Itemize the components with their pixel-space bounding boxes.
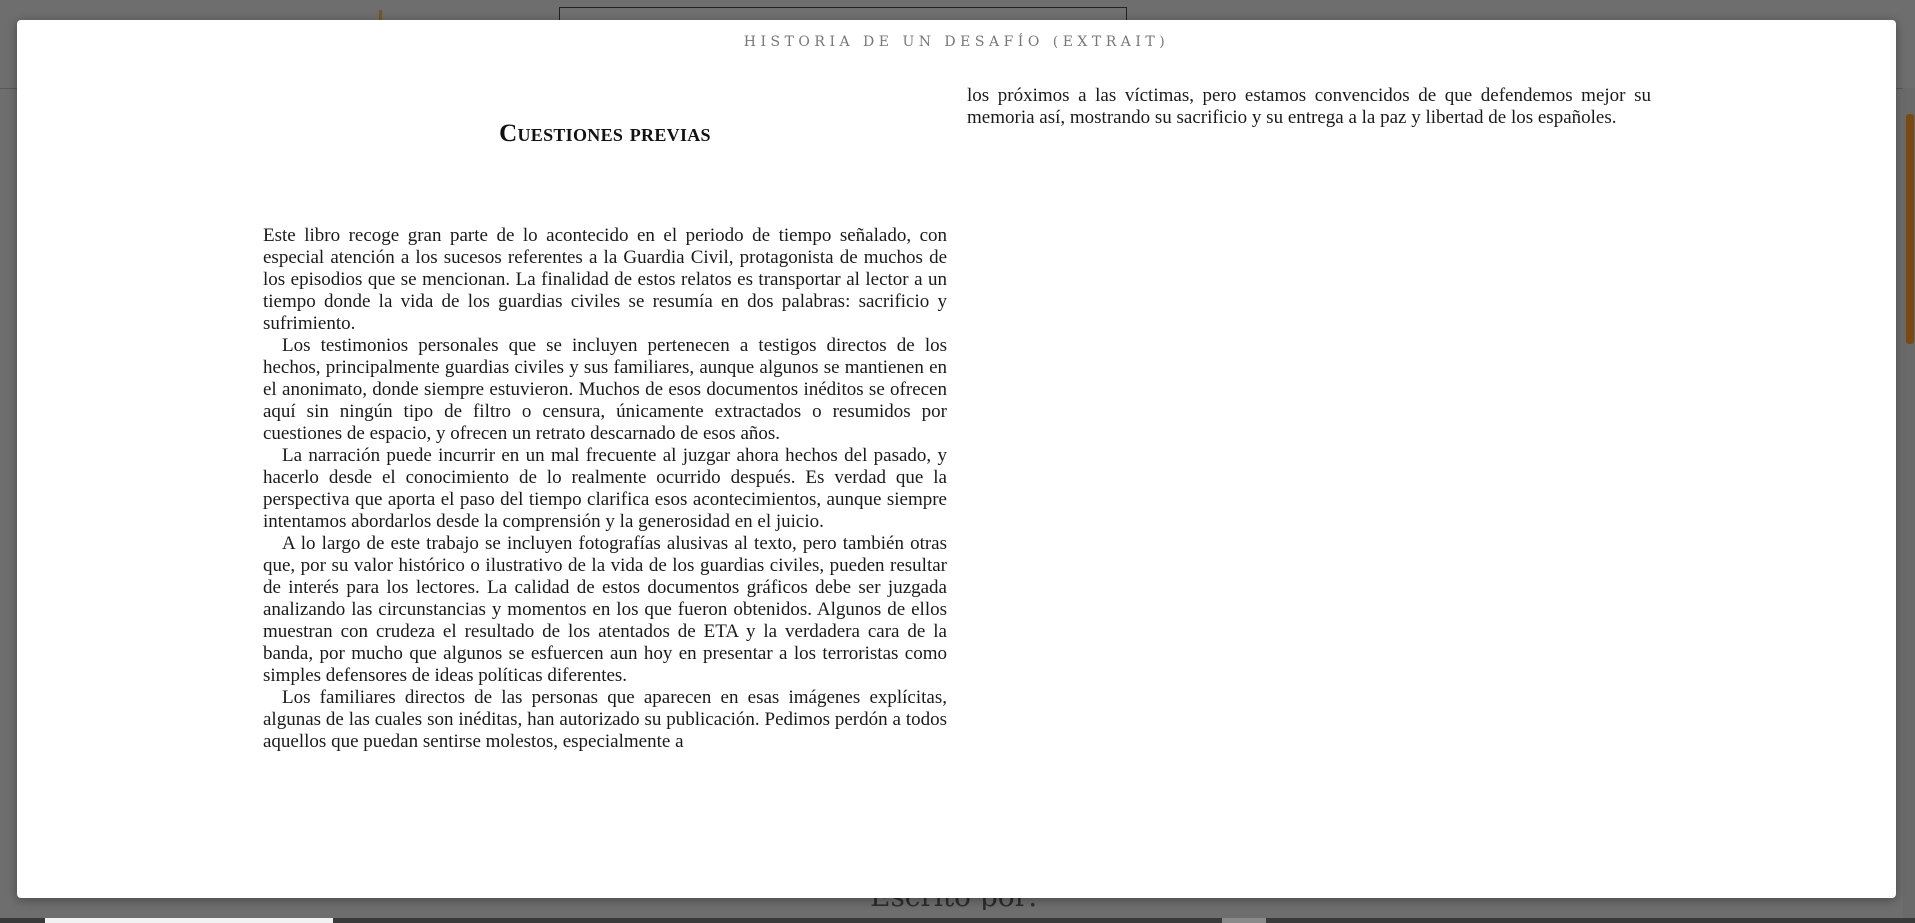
paragraph: Los familiares directos de las personas que aparecen en esas imágenes explícitas, algunas de las cuales son inéditas, han autorizado su publicación. Pedimos perdón a todos aquellos que puedan sentirse molestos, especialmente a (263, 687, 947, 752)
paragraph: La narración puede incurrir en un mal frecuente al juzgar ahora hechos del pasado, y hacerlo desde el conocimiento de lo realmente ocurrido después. Es verdad que la perspectiva que aporta el paso del tiempo clarifica esos acontecimientos, aunque siempre intentamos abordarlos desde la comprensión y la generosidad en el juicio. (263, 445, 947, 532)
book-preview-modal (17, 20, 1896, 898)
right-page-text (967, 85, 1651, 129)
background-logo (379, 10, 382, 20)
background-bottom-tab (45, 918, 333, 923)
continuation-paragraph: los próximos a las víctimas, pero estamos convencidos de que defendemos mejor su memoria así, mostrando su sacrificio y su entrega a la paz y libertad de los españoles. (967, 85, 1651, 128)
paragraph: A lo largo de este trabajo se incluyen fotografías alusivas al texto, pero también otras que, por su valor histórico o ilustrativo de la vida de los guardias civiles, pueden resultar de interés para los lectores. La calidad de estos documentos gráficos debe ser juzgada analizando las circunstancias y momentos en los que fueron obtenidos. Algunos de ellos muestran con crudeza el resultado de los atentados de ETA y la verdadera cara de la banda, por mucho que algunos se esfuercen aun hoy en presentar a los terroristas como simples defensores de ideas políticas diferentes. (263, 533, 947, 686)
chapter-heading: Cuestiones previas (499, 120, 711, 147)
background-search-box (559, 7, 1127, 20)
left-page-text (263, 225, 947, 753)
page-scrollbar-thumb[interactable] (1906, 114, 1914, 344)
background-bottom-marker (1222, 918, 1266, 923)
paragraph: Los testimonios personales que se incluyen pertenecen a testigos directos de los hechos, principalmente guardias civiles y sus familiares, aunque algunos se mantienen en el anonimato, donde siempre estuvieron. Muchos de esos documentos inéditos se ofrecen aquí sin ningún tipo de filtro o censura, únicamente extractados o resumidos por cuestiones de espacio, y ofrecen un retrato descarnado de esos años. (263, 335, 947, 444)
modal-title: HISTORIA DE UN DESAFÍO (EXTRAIT) (743, 34, 1170, 50)
paragraph: Este libro recoge gran parte de lo acontecido en el periodo de tiempo señalado, con especial atención a los sucesos referentes a la Guardia Civil, protagonista de muchos de los episodios que se mencionan. La finalidad de estos relatos es transportar al lector a un tiempo donde la vida de los guardias civiles se resumía en dos palabras: sacrificio y sufrimiento. (263, 225, 947, 334)
